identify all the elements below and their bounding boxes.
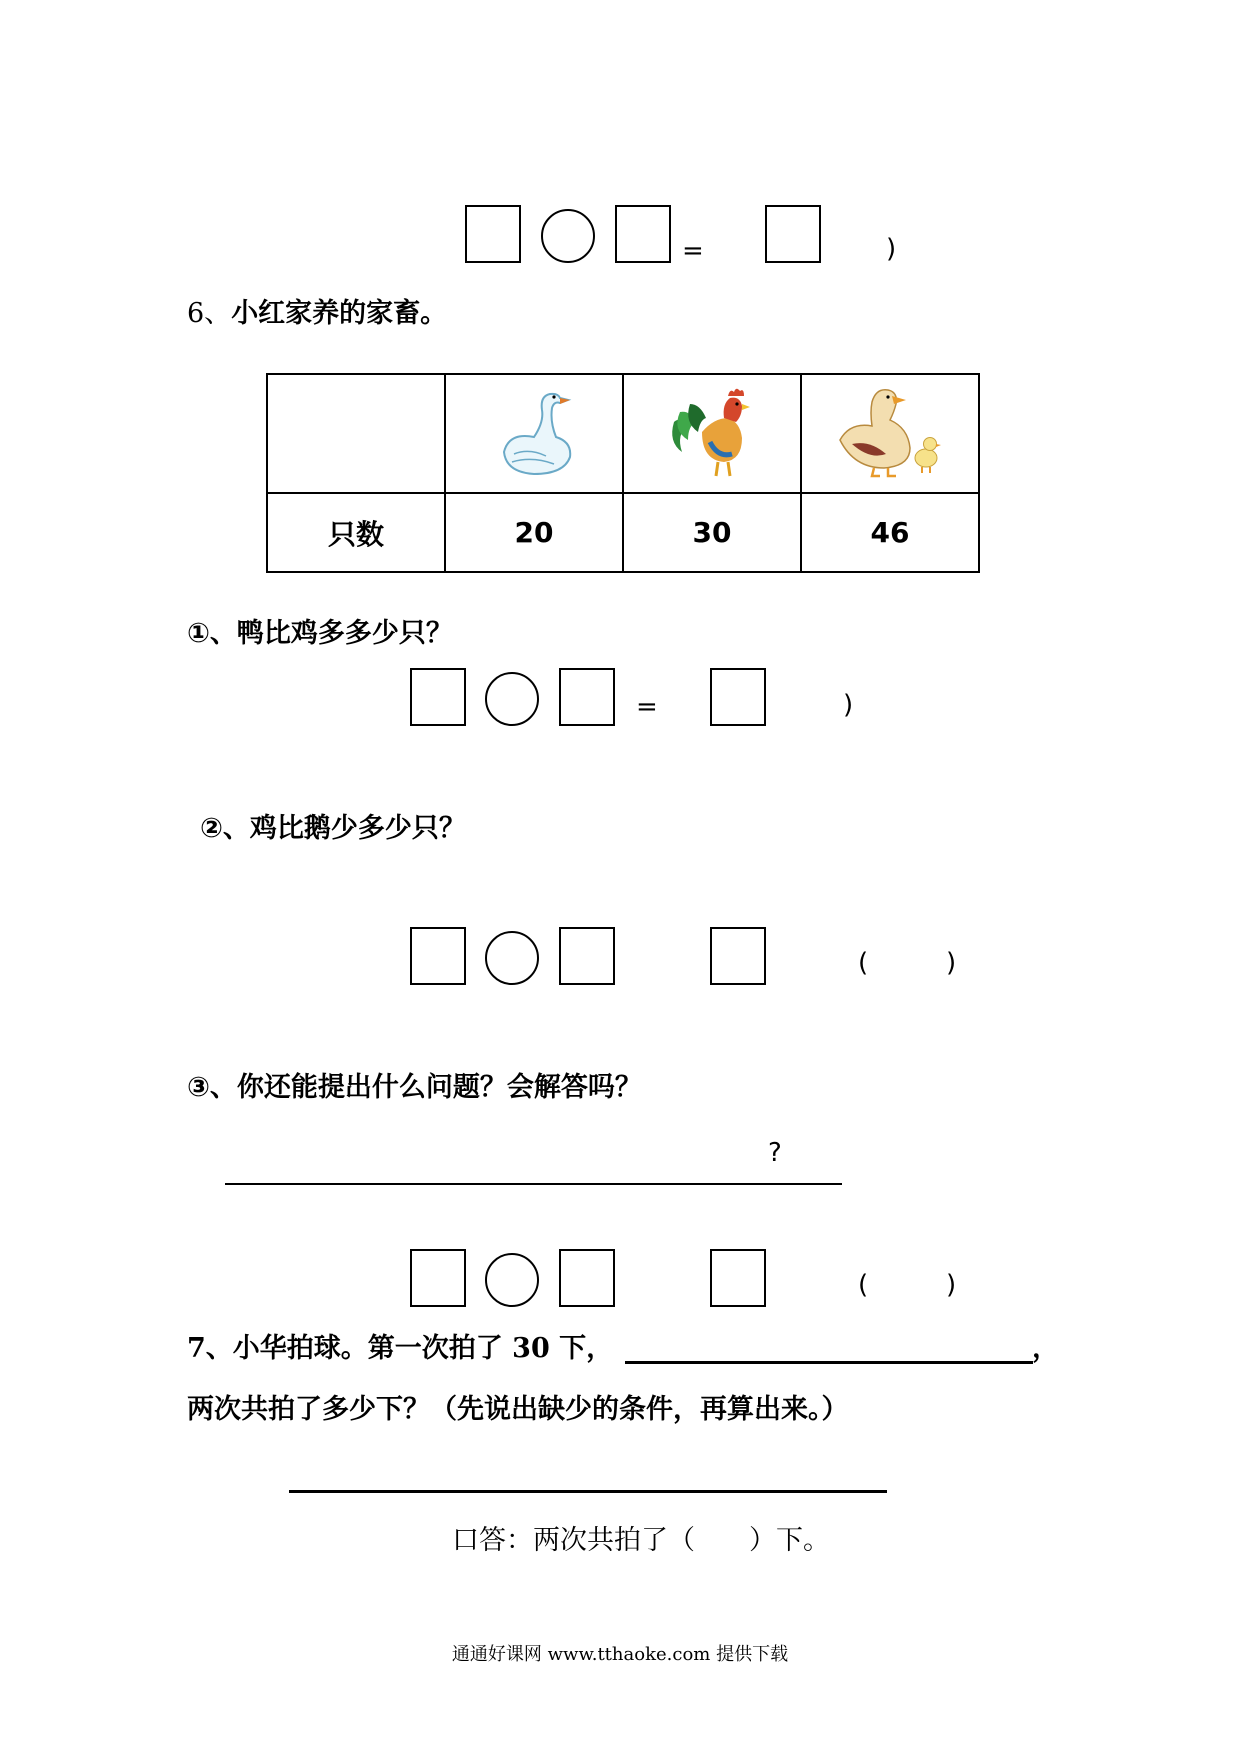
answer-box[interactable] xyxy=(410,927,466,985)
calculation-line[interactable] xyxy=(289,1490,887,1493)
picture-row xyxy=(267,374,979,493)
goose-icon xyxy=(484,382,584,482)
answer-box[interactable] xyxy=(559,668,615,726)
answer-box[interactable] xyxy=(410,668,466,726)
count-label: 只数 xyxy=(267,493,445,572)
answer-box[interactable] xyxy=(765,205,821,263)
answer-box[interactable] xyxy=(559,1249,615,1307)
rooster-icon xyxy=(662,382,762,482)
answer-box[interactable] xyxy=(559,927,615,985)
duck-icon xyxy=(830,382,950,482)
missing-condition-line[interactable] xyxy=(625,1361,1033,1364)
rooster-cell xyxy=(623,374,801,493)
duck-count: 46 xyxy=(801,493,979,572)
livestock-table xyxy=(266,373,980,573)
oral-answer: 口答：两次共拍了（ ）下。 xyxy=(452,1525,830,1556)
equals-sign: = xyxy=(636,692,658,722)
count-row xyxy=(267,493,979,572)
goose-cell xyxy=(445,374,623,493)
section-7-text: 7、小华拍球。第一次拍了 30 下， xyxy=(187,1333,614,1364)
question-1: ①、鸭比鸡多多少只？ xyxy=(187,618,453,649)
open-paren: ( xyxy=(858,1270,869,1300)
close-paren: ) xyxy=(843,690,854,720)
answer-box[interactable] xyxy=(710,1249,766,1307)
rooster-count: 30 xyxy=(623,493,801,572)
answer-box[interactable] xyxy=(465,205,521,263)
goose-count: 20 xyxy=(445,493,623,572)
operator-circle[interactable] xyxy=(541,209,595,263)
section-number: 6、 xyxy=(187,298,232,329)
footer: 通通好课网 www.tthaoke.com 提供下载 xyxy=(451,1644,789,1665)
question-2: ②、鸡比鹅少多少只？ xyxy=(200,813,466,844)
equals-sign: = xyxy=(682,236,704,266)
close-paren: ) xyxy=(886,234,897,264)
section-6-heading xyxy=(187,300,447,327)
operator-circle[interactable] xyxy=(485,672,539,726)
close-paren: ) xyxy=(946,948,957,978)
answer-box[interactable] xyxy=(410,1249,466,1307)
question-write-line[interactable] xyxy=(225,1183,842,1185)
answer-box[interactable] xyxy=(615,205,671,263)
section-title: 小红家养的家畜。 xyxy=(231,298,448,329)
duck-cell xyxy=(801,374,979,493)
open-paren: ( xyxy=(858,948,869,978)
empty-header-cell xyxy=(267,374,445,493)
operator-circle[interactable] xyxy=(485,1253,539,1307)
section-7-line-2: 两次共拍了多少下？（先说出缺少的条件，再算出来。） xyxy=(187,1394,849,1425)
section-7-line-1 xyxy=(187,1335,613,1362)
close-paren: ) xyxy=(946,1270,957,1300)
answer-box[interactable] xyxy=(710,927,766,985)
question-3: ③、你还能提出什么问题？会解答吗？ xyxy=(187,1072,642,1103)
answer-box[interactable] xyxy=(710,668,766,726)
operator-circle[interactable] xyxy=(485,931,539,985)
line-end-comma: ， xyxy=(1032,1333,1059,1364)
question-mark: ? xyxy=(768,1138,782,1168)
